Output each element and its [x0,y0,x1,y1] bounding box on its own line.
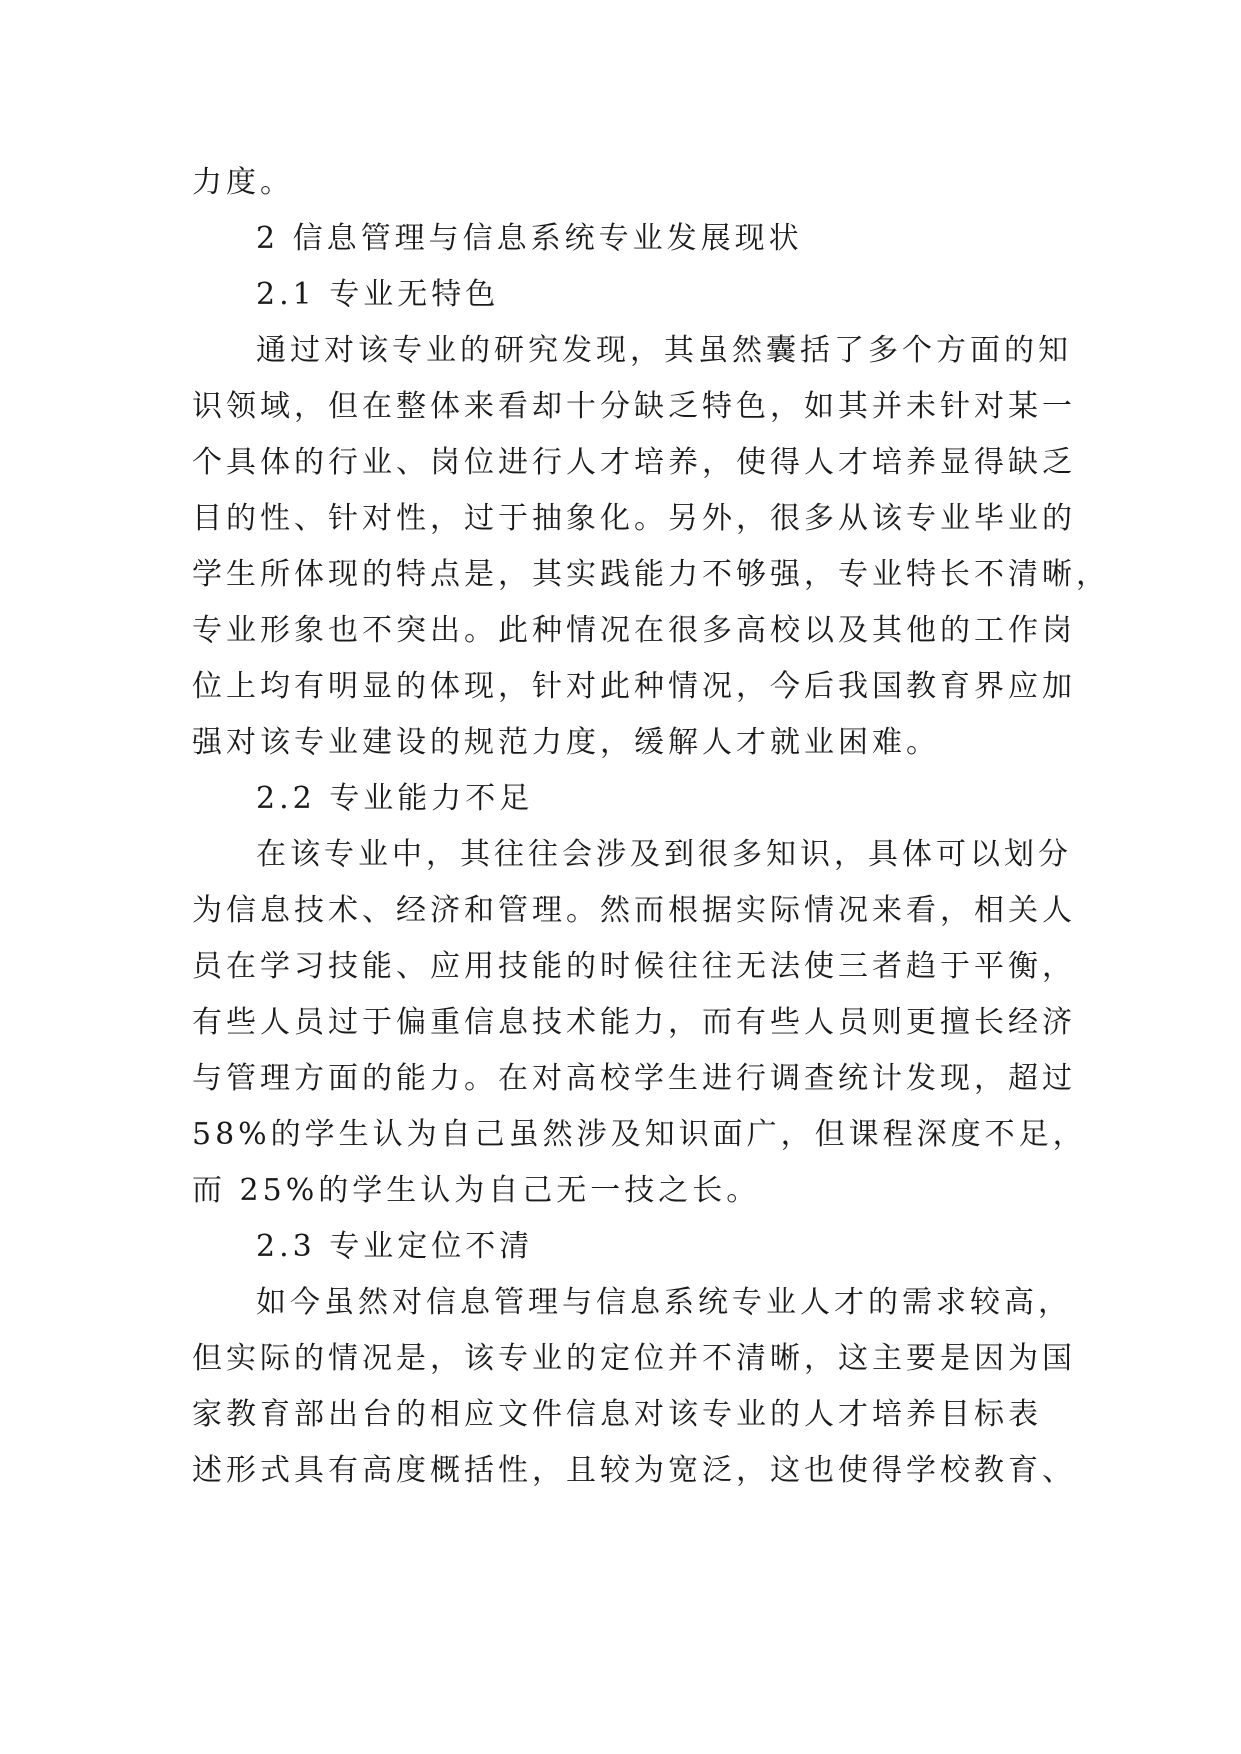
paragraph-line: 如今虽然对信息管理与信息系统专业人才的需求较高， [256,1285,1072,1320]
paragraph-line: 述形式具有高度概括性，且较为宽泛，这也使得学校教育、 [192,1453,1076,1488]
paragraph-line: 通过对该专业的研究发现，其虽然囊括了多个方面的知 [256,333,1072,368]
paragraph-line: 位上均有明显的体现，针对此种情况，今后我国教育界应加 [192,669,1076,704]
section-heading: 2 信息管理与信息系统专业发展现状 [256,221,803,256]
paragraph-line: 员在学习技能、应用技能的时候往往无法使三者趋于平衡， [192,949,1076,984]
paragraph-line: 力度。 [192,165,294,200]
paragraph-line: 有些人员过于偏重信息技术能力，而有些人员则更擅长经济 [192,1005,1076,1040]
paragraph-line: 识领域，但在整体来看却十分缺乏特色，如其并未针对某一 [192,389,1076,424]
paragraph-line: 而 25%的学生认为自己无一技之长。 [192,1173,761,1208]
paragraph-line: 家教育部出台的相应文件信息对该专业的人才培养目标表 [192,1397,1042,1432]
subsection-heading: 2.1 专业无特色 [256,277,500,312]
subsection-heading: 2.2 专业能力不足 [256,781,534,816]
paragraph-line: 专业形象也不突出。此种情况在很多高校以及其他的工作岗 [192,613,1076,648]
paragraph-line: 与管理方面的能力。在对高校学生进行调查统计发现，超过 [192,1061,1076,1096]
paragraph-line: 学生所体现的特点是，其实践能力不够强，专业特长不清晰， [192,557,1110,592]
paragraph-line: 在该专业中，其往往会涉及到很多知识，具体可以划分 [256,837,1072,872]
paragraph-line: 目的性、针对性，过于抽象化。另外，很多从该专业毕业的 [192,501,1076,536]
paragraph-line: 但实际的情况是，该专业的定位并不清晰，这主要是因为国 [192,1341,1076,1376]
paragraph-line: 58%的学生认为自己虽然涉及知识面广，但课程深度不足， [192,1117,1087,1152]
paragraph-line: 为信息技术、经济和管理。然而根据实际情况来看，相关人 [192,893,1076,928]
paragraph-line: 强对该专业建设的规范力度，缓解人才就业困难。 [192,725,940,760]
paragraph-line: 个具体的行业、岗位进行人才培养，使得人才培养显得缺乏 [192,445,1076,480]
subsection-heading: 2.3 专业定位不清 [256,1229,534,1264]
